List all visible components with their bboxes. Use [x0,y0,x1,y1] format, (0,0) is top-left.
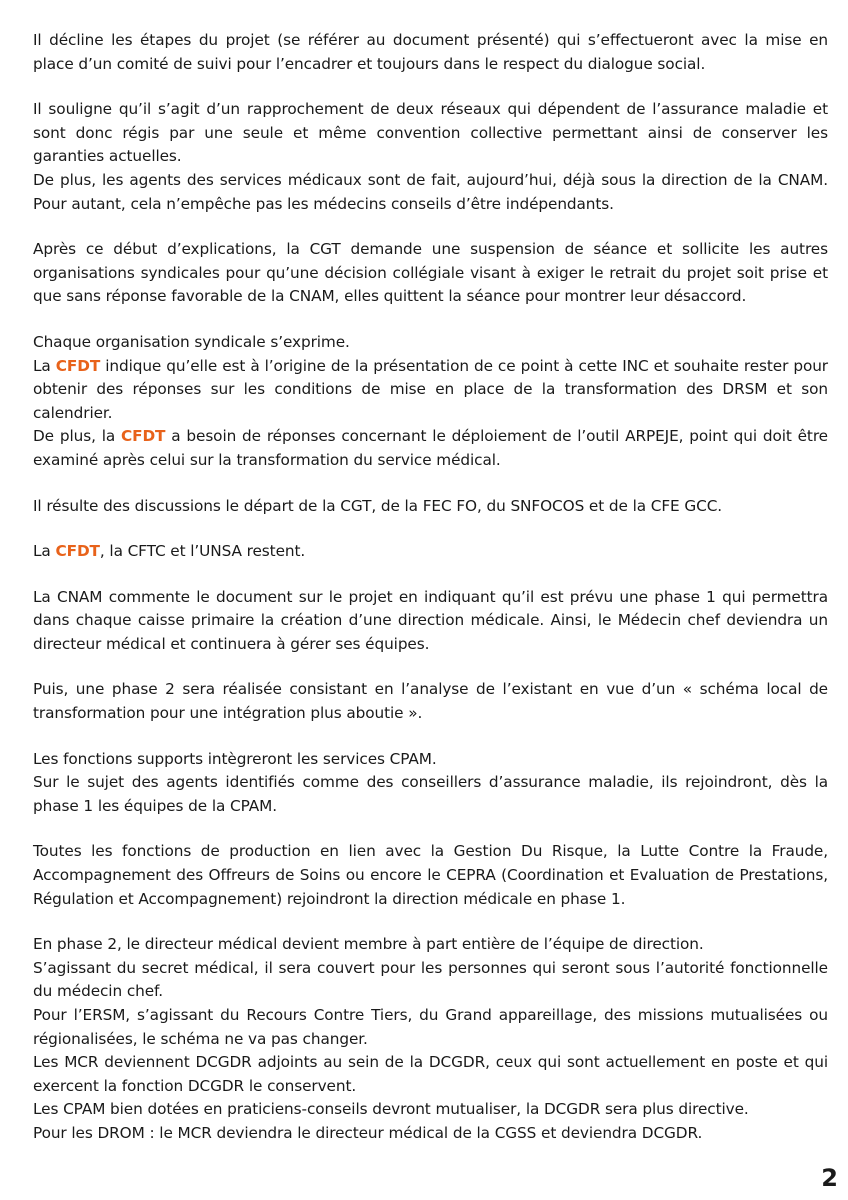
paragraph-line [33,586,828,657]
text-segment: Sur le sujet des agents identifiés comme des conseillers d’assurance maladie, ils rejoindront, dès la phase 1 les équipes de la CPAM. [33,773,828,815]
cfdt-highlight: CFDT [55,542,100,561]
cfdt-highlight: CFDT [120,427,166,446]
text-segment: Puis, une phase 2 sera réalisée consistant en l’analyse de l’existant en vue d’un « schéma local de transformation pour une intégration plus aboutie ». [33,680,828,723]
paragraph-line [33,678,828,725]
text-segment: Il décline les étapes du projet (se référer au document présenté) qui s’effectueront avec la mise en place d’un comité de suivi pour l’encadrer et toujours dans le respect du dialogue social. [33,31,828,73]
paragraph-line [33,540,828,564]
text-segment: Les MCR deviennent DCGDR adjoints au sein de la DCGDR, ceux qui sont actuellement en poste et qui exercent la fonction DCGDR le conservent. [33,1053,828,1095]
text-segment: Les CPAM bien dotées en praticiens-conseils devront mutualiser, la DCGDR sera plus directive. [33,1100,749,1119]
text-segment: indique qu’elle est à l’origine de la présentation de ce point à cette INC et souhaite rester pour obtenir des réponses sur les conditions de mise en place de la transformation des DRSM et son calendrier. [33,356,828,422]
paragraph-line [33,1122,828,1146]
paragraph-line [33,933,828,957]
paragraph [33,678,828,725]
paragraph-line [33,355,828,426]
paragraph [33,331,828,473]
paragraph-line [33,29,828,76]
page-number: 2 [821,1164,838,1192]
paragraph-line [33,1004,828,1051]
text-segment: a besoin de réponses concernant le déploiement de l’outil ARPEJE, point qui doit être examiné après celui sur la transformation du service médical. [33,427,828,469]
paragraph [33,495,828,519]
paragraph [33,586,828,657]
text-segment: Les fonctions supports intègreront les services CPAM. [33,749,437,768]
paragraph-line [33,331,828,355]
text-segment: Chaque organisation syndicale s’exprime. [33,332,350,351]
paragraph-line [33,957,828,1004]
paragraph [33,748,828,819]
text-segment: La CNAM commente le document sur le projet en indiquant qu’il est prévu une phase 1 qui permettra dans chaque caisse primaire la création d’une direction médicale. Ainsi, le Médecin chef deviendra un directeur médical et continuera à gérer ses équipes. [33,587,828,653]
text-segment: Pour l’ERSM, s’agissant du Recours Contre Tiers, du Grand appareillage, des missions mutualisées ou régionalisées, le schéma ne va pas changer. [33,1006,828,1048]
paragraph-line [33,98,828,169]
text-segment: De plus, la [33,427,121,446]
text-segment: Il souligne qu’il s’agit d’un rapprochement de deux réseaux qui dépendent de l’assurance maladie et sont donc régis par une seule et même convention collective permettant ainsi de conserver les garanties actuelles. [33,100,828,166]
paragraph [33,540,828,564]
text-segment: De plus, les agents des services médicaux sont de fait, aujourd’hui, déjà sous la direction de la CNAM. Pour autant, cela n’empêche pas les médecins conseils d’être indépendants. [33,170,828,213]
cfdt-highlight: CFDT [55,356,101,375]
paragraph-line [33,748,828,772]
text-segment: En phase 2, le directeur médical devient membre à part entière de l’équipe de direction. [33,935,704,954]
paragraph-line [33,840,828,911]
text-segment: S’agissant du secret médical, il sera couvert pour les personnes qui seront sous l’autorité fonctionnelle du médecin chef. [33,958,828,1001]
paragraph-line [33,238,828,309]
paragraph [33,98,828,216]
paragraph-line [33,1051,828,1098]
document-body [33,29,828,1168]
paragraph [33,29,828,76]
text-segment: Après ce début d’explications, la CGT demande une suspension de séance et sollicite les autres organisations syndicales pour qu’une décision collégiale visant à exiger le retrait du projet soit prise et que sans réponse favorable de la CNAM, elles quittent la séance pour montrer leur désaccord. [33,240,828,306]
text-segment: La [33,542,56,561]
text-segment: Toutes les fonctions de production en lien avec la Gestion Du Risque, la Lutte Contre la Fraude, Accompagnement des Offreurs de Soins ou encore le CEPRA (Coordination et Evaluation de Prestations, Régulation et Accompagnement) rejoindront la direction médicale en phase 1. [33,842,828,908]
text-segment: Pour les DROM : le MCR deviendra le directeur médical de la CGSS et deviendra DCGDR. [33,1123,703,1142]
paragraph-line [33,1098,828,1122]
paragraph-line [33,169,828,216]
paragraph-line [33,495,828,519]
paragraph-line [33,771,828,818]
text-segment: La [33,356,56,375]
paragraph [33,238,828,309]
paragraph-line [33,425,828,472]
text-segment: , la CFTC et l’UNSA restent. [99,542,306,561]
paragraph [33,840,828,911]
text-segment: Il résulte des discussions le départ de la CGT, de la FEC FO, du SNFOCOS et de la CFE GCC. [33,496,723,515]
paragraph [33,933,828,1145]
